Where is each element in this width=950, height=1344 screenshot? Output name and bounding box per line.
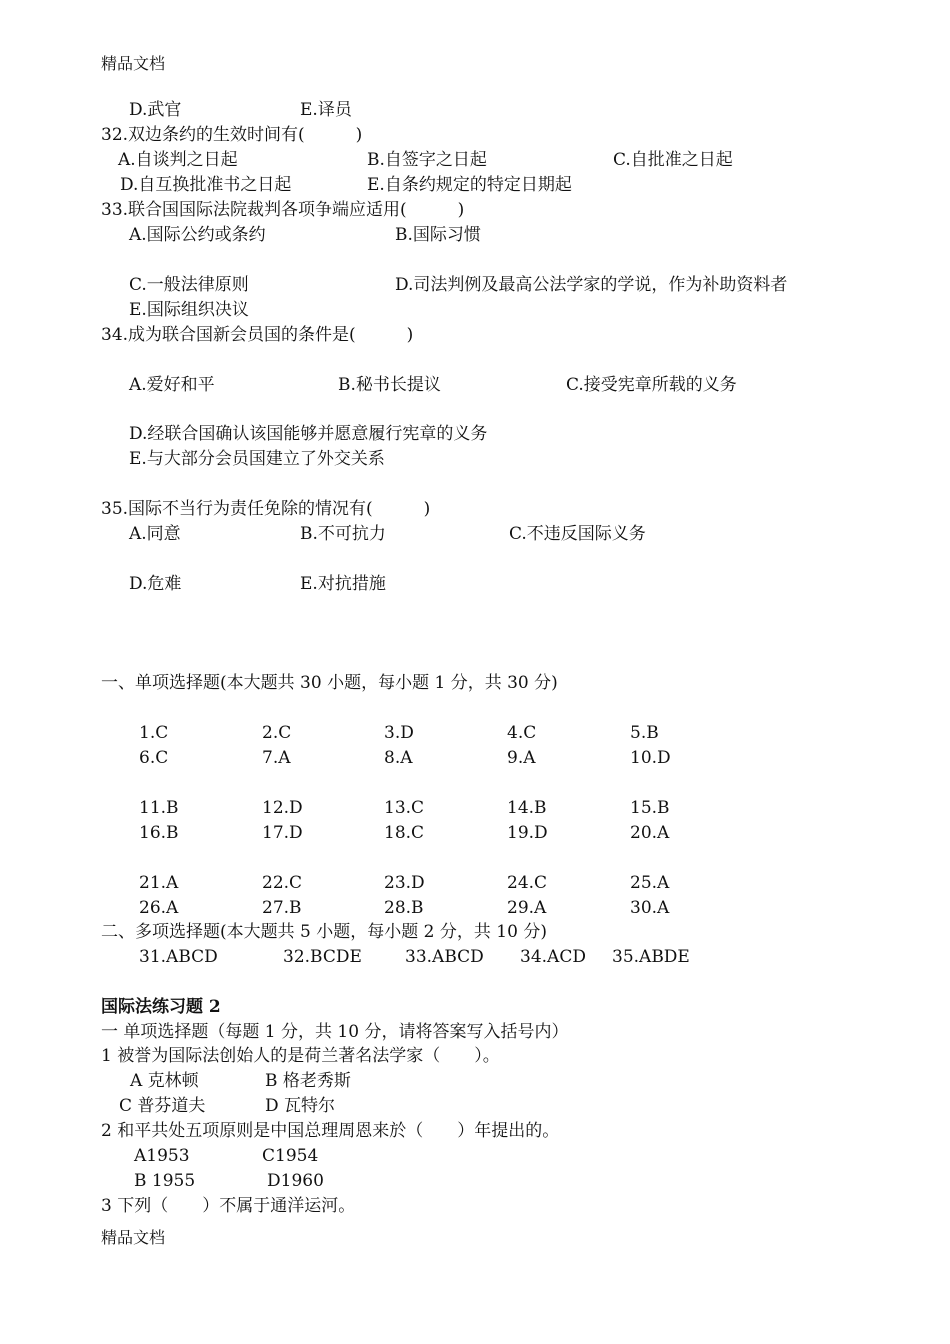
answer-item: 20.A [630,823,670,843]
q32-option-a: A.自谈判之日起 [118,150,238,170]
answer-item: 19.D [507,823,548,843]
ex2-q2-option-d: D1960 [267,1171,324,1191]
answer-item: 15.B [630,798,670,818]
q32-stem: 32.双边条约的生效时间有( ) [101,125,363,145]
ex2-q1-option-b: B 格老秀斯 [265,1071,351,1091]
q34-option-d: D.经联合国确认该国能够并愿意履行宪章的义务 [129,424,488,444]
answer-item: 3.D [384,723,414,743]
answer-item: 4.C [507,723,537,743]
answer-item: 5.B [630,723,659,743]
q33-stem: 33.联合国国际法院裁判各项争端应适用( ) [101,200,465,220]
q33-option-d: D.司法判例及最高公法学家的学说，作为补助资料者 [395,275,788,295]
answer-item: 18.C [384,823,425,843]
q34-stem: 34.成为联合国新会员国的条件是( ) [101,325,414,345]
answer-item: 27.B [262,898,302,918]
answer-item: 1.C [139,723,169,743]
q32-option-e: E.自条约规定的特定日期起 [367,175,572,195]
ex2-q2-option-b: B 1955 [134,1171,196,1191]
answer-item: 26.A [139,898,179,918]
answer-item: 28.B [384,898,424,918]
answer-item: 9.A [507,748,536,768]
answer-item: 25.A [630,873,670,893]
page-header: 精品文档 [101,54,166,73]
answer-item: 14.B [507,798,547,818]
answer-item: 32.BCDE [283,947,362,967]
q31-option-d: D.武官 [129,100,182,120]
answer-item: 17.D [262,823,303,843]
q33-option-a: A.国际公约或条约 [129,225,266,245]
ex2-q2-option-c: C1954 [262,1146,319,1166]
ex2-q2-option-a: A1953 [134,1146,190,1166]
answer-item: 2.C [262,723,292,743]
answer-item: 34.ACD [520,947,586,967]
q32-option-d: D.自互换批准书之日起 [120,175,292,195]
ex2-q1-option-c: C 普芬道夫 [119,1096,206,1116]
q34-option-e: E.与大部分会员国建立了外交关系 [129,449,385,469]
answer-item: 30.A [630,898,670,918]
answer-item: 22.C [262,873,303,893]
answer-item: 11.B [139,798,179,818]
q32-option-c: C.自批准之日起 [613,150,733,170]
answer-item: 24.C [507,873,548,893]
q34-option-a: A.爱好和平 [129,375,215,395]
answer-item: 16.B [139,823,179,843]
answer-item: 35.ABDE [612,947,690,967]
multi-answers-heading: 二、多项选择题(本大题共 5 小题，每小题 2 分，共 10 分) [101,922,547,942]
single-answers-heading: 一、单项选择题(本大题共 30 小题，每小题 1 分，共 30 分) [101,673,558,693]
ex2-q2-stem: 2 和平共处五项原则是中国总理周恩来於（ ）年提出的。 [101,1121,560,1141]
answer-item: 23.D [384,873,425,893]
answer-item: 31.ABCD [139,947,218,967]
q33-option-c: C.一般法律原则 [129,275,249,295]
answer-item: 13.C [384,798,425,818]
q31-option-e: E.译员 [300,100,352,120]
answer-item: 21.A [139,873,179,893]
exercise2-section-heading: 一 单项选择题（每题 1 分，共 10 分，请将答案写入括号内） [101,1022,569,1042]
ex2-q1-option-a: A 克林顿 [130,1071,199,1091]
answer-item: 8.A [384,748,413,768]
answer-item: 10.D [630,748,671,768]
answer-item: 7.A [262,748,291,768]
exercise2-title: 国际法练习题 2 [101,997,221,1017]
answer-item: 12.D [262,798,303,818]
q34-option-c: C.接受宪章所载的义务 [566,375,737,395]
answer-item: 29.A [507,898,547,918]
q35-option-a: A.同意 [129,524,181,544]
q33-option-e: E.国际组织决议 [129,300,249,320]
answer-item: 6.C [139,748,169,768]
page-footer: 精品文档 [101,1228,166,1247]
q35-option-c: C.不违反国际义务 [509,524,646,544]
ex2-q3-stem: 3 下列（ ）不属于通洋运河。 [101,1196,356,1216]
q34-option-b: B.秘书长提议 [338,375,441,395]
answer-item: 33.ABCD [405,947,484,967]
q35-option-e: E.对抗措施 [300,574,386,594]
q35-option-d: D.危难 [129,574,182,594]
q33-option-b: B.国际习惯 [395,225,481,245]
ex2-q1-stem: 1 被誉为国际法创始人的是荷兰著名法学家（ ）。 [101,1046,500,1066]
ex2-q1-option-d: D 瓦特尔 [265,1096,336,1116]
q35-option-b: B.不可抗力 [300,524,386,544]
q32-option-b: B.自签字之日起 [367,150,487,170]
q35-stem: 35.国际不当行为责任免除的情况有( ) [101,499,431,519]
